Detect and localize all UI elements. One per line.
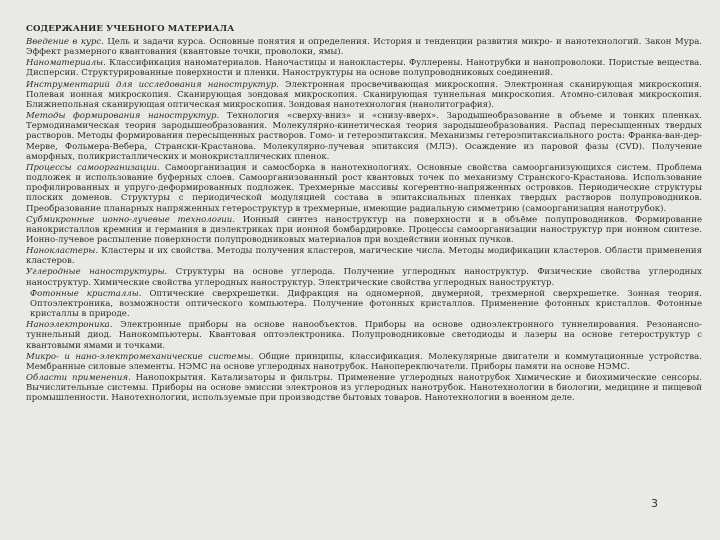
section-label: Методы формирования наноструктур. [26,111,220,122]
section-label: Субмикронные ионно-лучевые технологии. [26,214,235,225]
section-label: Введение в курс. [26,37,104,47]
section-text: Технология «сверху-вниз» и «снизу-вверх». Зародышеобразование в объеме и тонких пленках. Термодинамическая теория зародышеобразования. Молекулярно-кинетическая теория зародышеобразования. Распад пересыщенных твердых растворов. Методы формирования пересыщенных растворов. Гомо- и гетероэпитаксия. Механизмы гетероэпитаксиального роста: Франка-ван-дер-Мерве, Фольмера-Вебера, Странски-Крастанова. Молекулярно-лучевая эпитаксия (МЛЭ). Осаждение из паровой фазы (CVD). Получение аморфных, поликристаллических и монокристаллических пленок. [26,111,702,162]
section-text: Структуры на основе углерода. Получение углеродных наноструктур. Физические свойства углеродных наноструктур. Химические свойства углеродных наноструктур. Электрические свойства углеродных наноструктур. [26,267,702,288]
content-section [26,246,702,266]
content-sections [26,37,702,403]
section-text: Ионный синтез наноструктур на поверхности и в объёме полупроводников. Формирование нанокристаллов кремния и германия в диэлектриках при ионной бомбардировке. Процессы самоорганизации наноструктур при ионном синтезе. Ионно-лучевое распыление поверхности полупроводниковых материалов при воздействии ионных пучков. [26,214,702,245]
section-label: Нанокластеры. [26,246,99,257]
content-section [26,267,702,287]
section-label: Наноэлектроника. [26,320,113,331]
content-section [26,289,702,319]
section-text: Нанопокрытия. Катализаторы и фильтры. Применение углеродных нанотрубок Химические и биохимические сенсоры. Вычислительные системы. Приборы на основе эмиссии электронов из углеродных нанотрубок. Нанотехнологии в биологии, медицине и пищевой промышленности. Нанотехнологии, используемые при производстве бытовых товаров. Нанотехнологии в военном деле. [26,373,702,404]
content-section [26,80,702,110]
document-heading: СОДЕРЖАНИЕ УЧЕБНОГО МАТЕРИАЛА [26,24,235,34]
section-label: Процессы самоорганизации. [26,162,160,173]
section-text: Общие принципы, классификация. Молекулярные двигатели и коммутационные устройства. Мембранные силовые элементы. НЭМС на основе углеродных нанотрубок. Нанопереключатели. Приборы памяти на основе НЭМС. [26,351,702,372]
content-section [26,352,702,372]
content-section [26,215,702,245]
content-section [26,37,702,57]
section-label: Углеродные наноструктуры. [26,267,168,278]
content-section [26,163,702,214]
section-text: Самоорганизация и самосборка в нанотехнологиях. Основные свойства самоорганизующихся систем. Проблема подложек и использование буферных слоев. Самоорганизованный рост квантовых точек по механизму Странского-Крастанова. Использование профилированных и упруго-деформированных подложек. Трехмерные массивы когерентно-напряженных островков. Периодические структуры плоских доменов. Структуры с периодической модуляцией состава в эпитаксиальных пленках твердых растворов полупроводников. Преобразование планарных напряженных гетероструктур в трехмерные, имеющие радиальную симметрию (самоорганизация нанотрубок). [26,162,702,214]
content-section [26,58,702,78]
section-text: Электронная просвечивающая микроскопия. Электронная сканирующая микроскопия. Полевая ионная микроскопия. Сканирующая зондовая микроскопия. Сканирующая туннельная микроскопия. Атомно-силовая микроскопия. Ближнепольная сканирующая оптическая микроскопия. Зондовая нанотехнология (нанолитография). [26,79,702,110]
section-text: Оптические сверхрешетки. Дифракция на одномерной, двумерной, трехмерной сверхрешетке. Зонная теория. Оптоэлектроника, возможности оптического компьютера. Получение фотонных кристаллов. Применение фотонных кристаллов. Фотонные кристаллы в природе. [30,288,702,320]
section-label: Наноматериалы. [26,58,106,69]
content-section [26,373,702,403]
section-text: Электронные приборы на основе нанообъектов. Приборы на основе одноэлектронного туннелирования. Резонансно-туннельный диод. Нанокомпьютеры. Квантовая оптоэлектроника. Полупроводниковые светодиоды и лазеры на основе гетероструктур с квантовыми ямами и точками. [26,320,702,351]
section-text: Классификация наноматериалов. Наночастицы и нанокластеры. Фуллерены. Нанотрубки и нанопроволоки. Пористые вещества. Дисперсии. Структурированные поверхности и пленки. Наноструктуры на основе полупроводниковых соединений. [26,58,702,79]
content-section [26,320,702,350]
section-text: Цель и задачи курса. Основные понятия и определения. История и тенденции развития микро- и нанотехнологий. Закон Мура. Эффект размерного квантования (квантовые точки, проволоки, ямы). [26,37,703,58]
content-section [26,111,702,162]
section-label: Фотонные кристаллы. [30,288,142,299]
section-label: Микро- и нано-электромеханические системы. [26,351,254,362]
section-label: Области применения. [26,373,131,383]
section-label: Инструментарий для исследования наноструктур. [26,79,279,90]
section-text: Кластеры и их свойства. Методы получения кластеров, магические числа. Методы модификации кластеров. Области применения кластеров. [26,246,702,267]
page-number: 3 [651,497,658,510]
